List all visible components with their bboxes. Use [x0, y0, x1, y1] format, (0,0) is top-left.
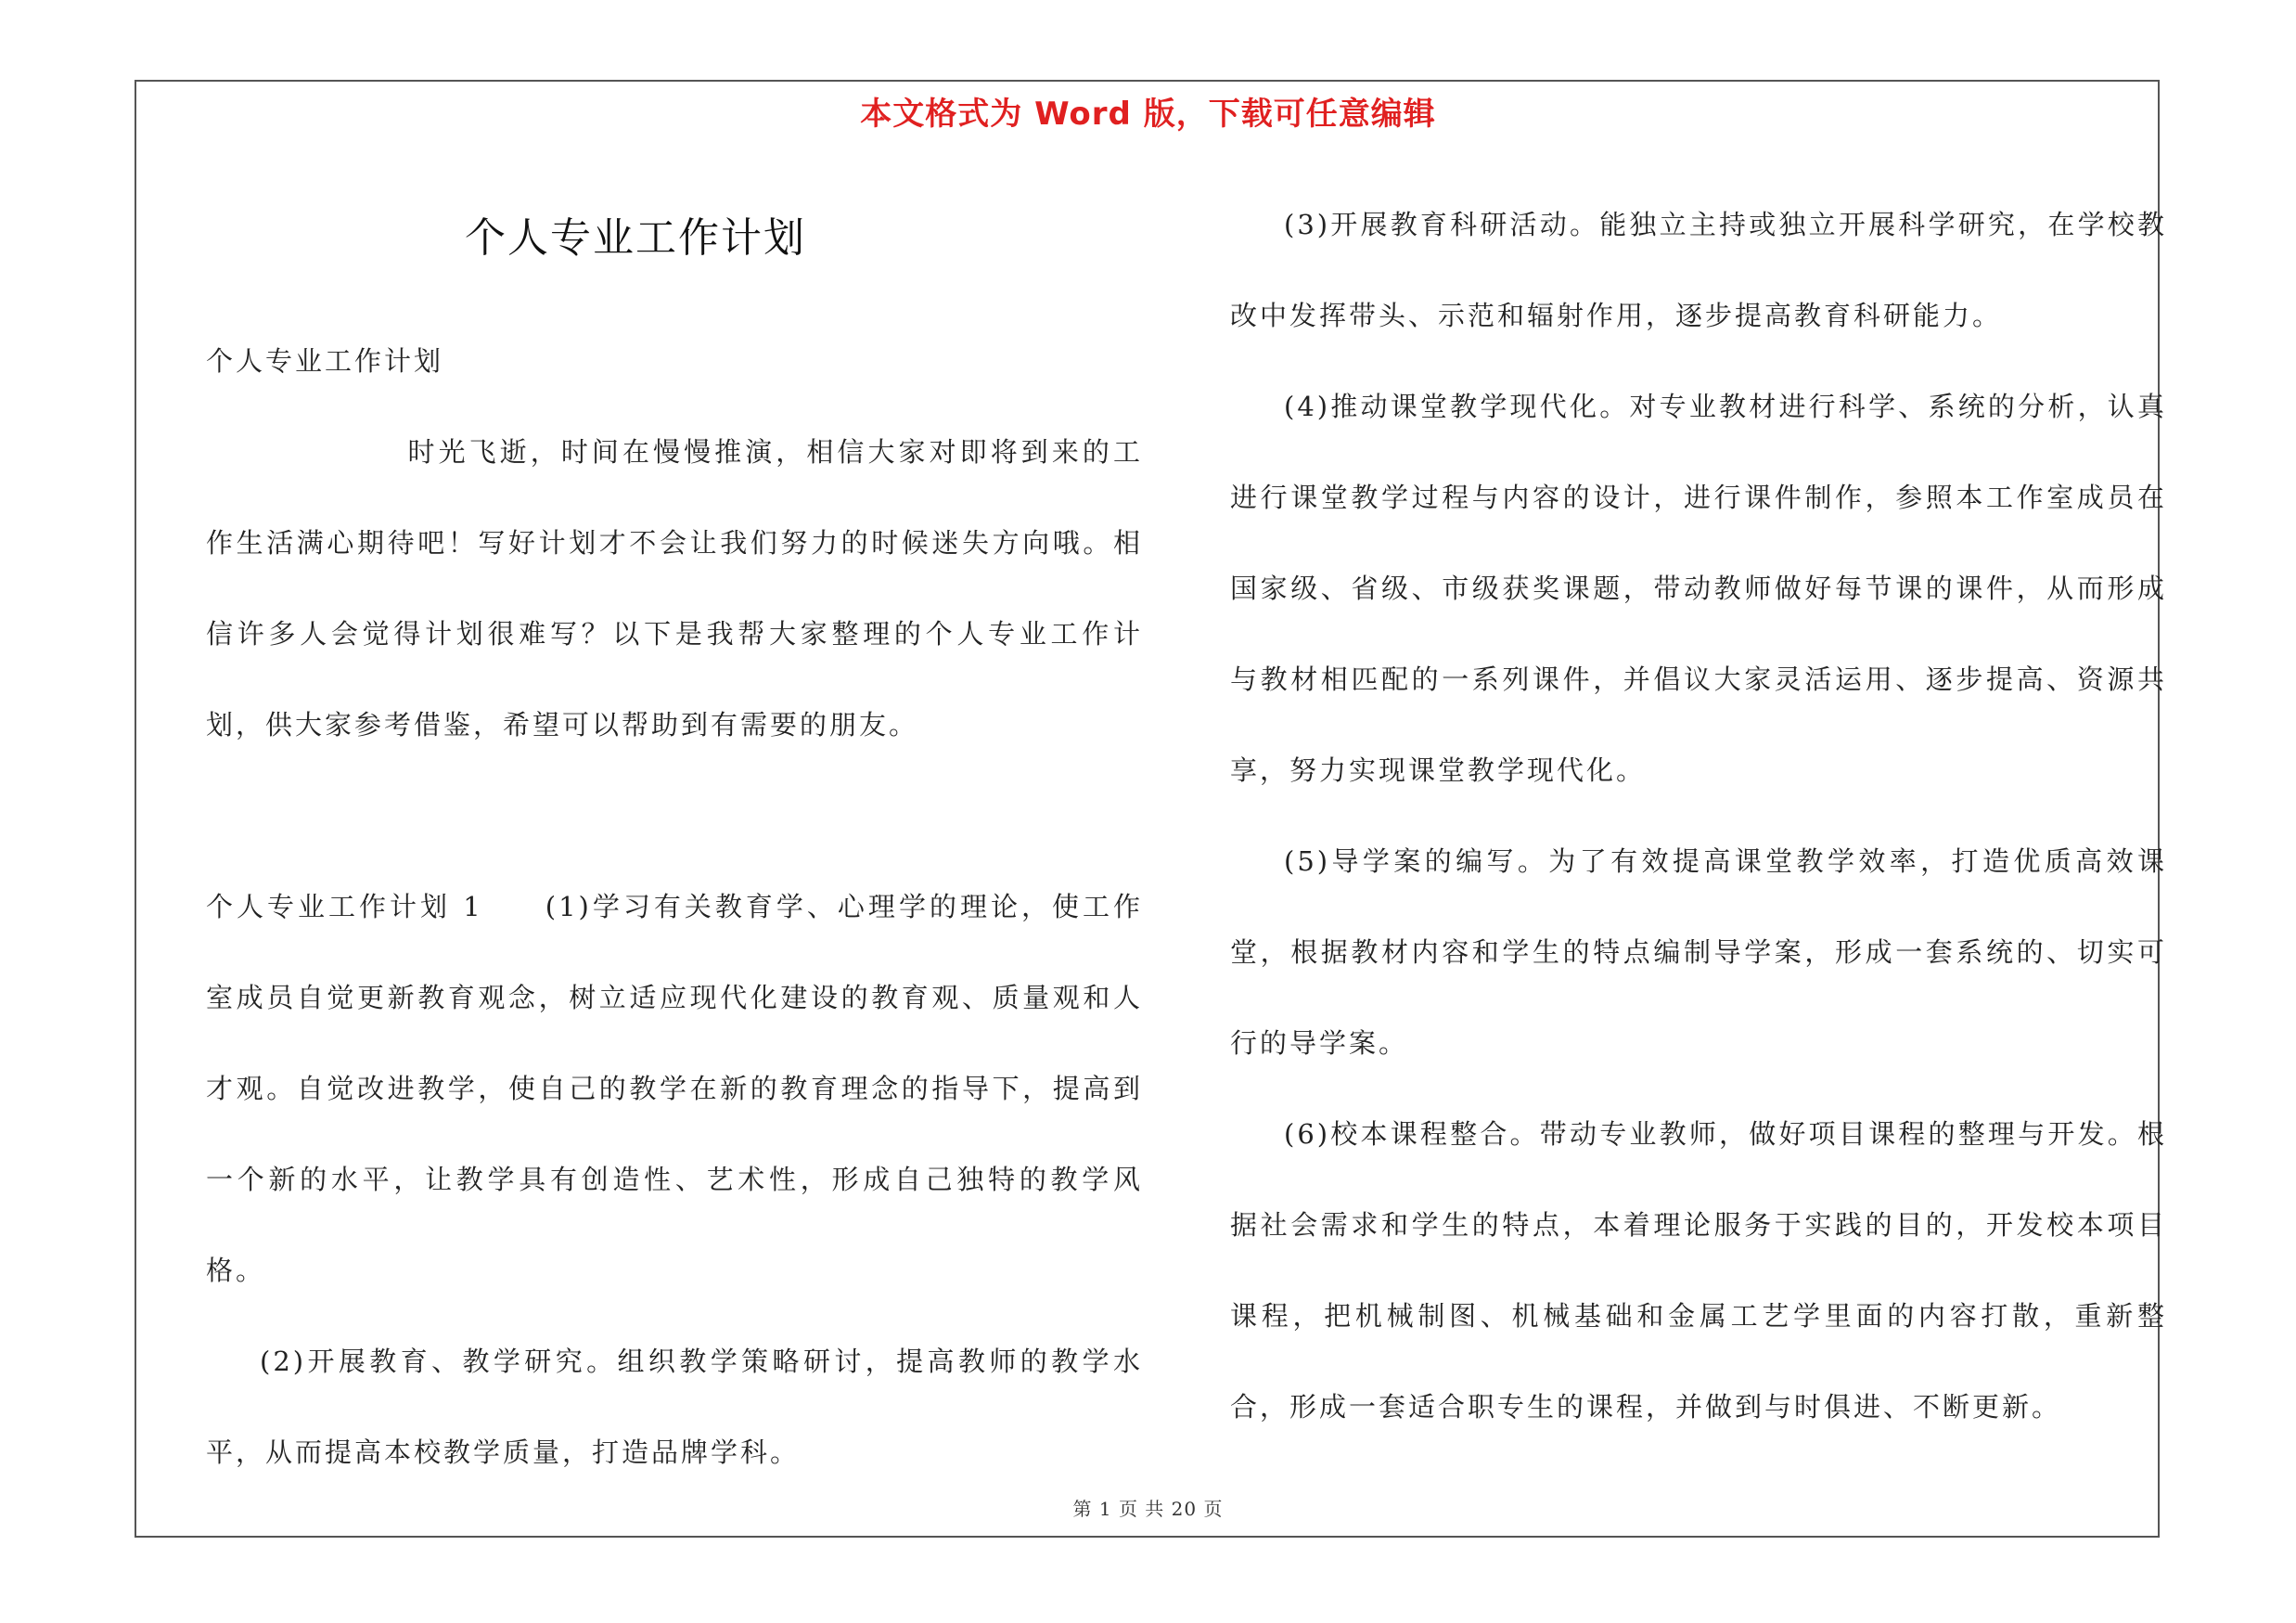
page-number: 第 1 页 共 20 页 [1072, 1498, 1224, 1520]
item3-paragraph: (3)开展教育科研活动。能独立主持或独立开展科学研究，在学校教改中发挥带头、示范和辐射作用，逐步提高教育科研能力。 [1230, 209, 2167, 331]
plan1-paragraph: 个人专业工作计划 1 (1)学习有关教育学、心理学的理论，使工作室成员自觉更新教育观念，树立适应现代化建设的教育观、质量观和人才观。自觉改进教学，使自己的教学在新的教育理念的指导下，提高到一个新的水平，让教学具有创造性、艺术性，形成自己独特的教学风格。 [206, 891, 1143, 1286]
intro-paragraph: 时光飞逝，时间在慢慢推演，相信大家对即将到来的工作生活满心期待吧！写好计划才不会让我们努力的时候迷失方向哦。相信许多人会觉得计划很难写？以下是我帮大家整理的个人专业工作计划，供大家参考借鉴，希望可以帮助到有需要的朋友。 [206, 436, 1143, 741]
item5-paragraph: (5)导学案的编写。为了有效提高课堂教学效率，打造优质高效课堂，根据教材内容和学生的特点编制导学案，形成一套系统的、切实可行的导学案。 [1230, 845, 2167, 1059]
subtitle-line: 个人专业工作计划 [206, 345, 444, 377]
document-title: 个人专业工作计划 [465, 214, 806, 262]
format-banner: 本文格式为 Word 版，下载可任意编辑 [860, 96, 1436, 133]
item6-paragraph: (6)校本课程整合。带动专业教师，做好项目课程的整理与开发。根据社会需求和学生的特点，本着理论服务于实践的目的，开发校本项目课程，把机械制图、机械基础和金属工艺学里面的内容打散，重新整合，形成一套适合职专生的课程，并做到与时俱进、不断更新。 [1230, 1118, 2167, 1423]
right-column [1230, 179, 2167, 1452]
item4-paragraph: (4)推动课堂教学现代化。对专业教材进行科学、系统的分析，认真进行课堂教学过程与内容的设计，进行课件制作，参照本工作室成员在国家级、省级、市级获奖课题，带动教师做好每节课的课件，从而形成与教材相匹配的一系列课件，并倡议大家灵活运用、逐步提高、资源共享，努力实现课堂教学现代化。 [1230, 391, 2167, 786]
left-column [206, 316, 1143, 1498]
paragraph-gap [206, 770, 1143, 861]
item2-paragraph: (2)开展教育、教学研究。组织教学策略研讨，提高教师的教学水平，从而提高本校教学质量，打造品牌学科。 [206, 1346, 1143, 1468]
